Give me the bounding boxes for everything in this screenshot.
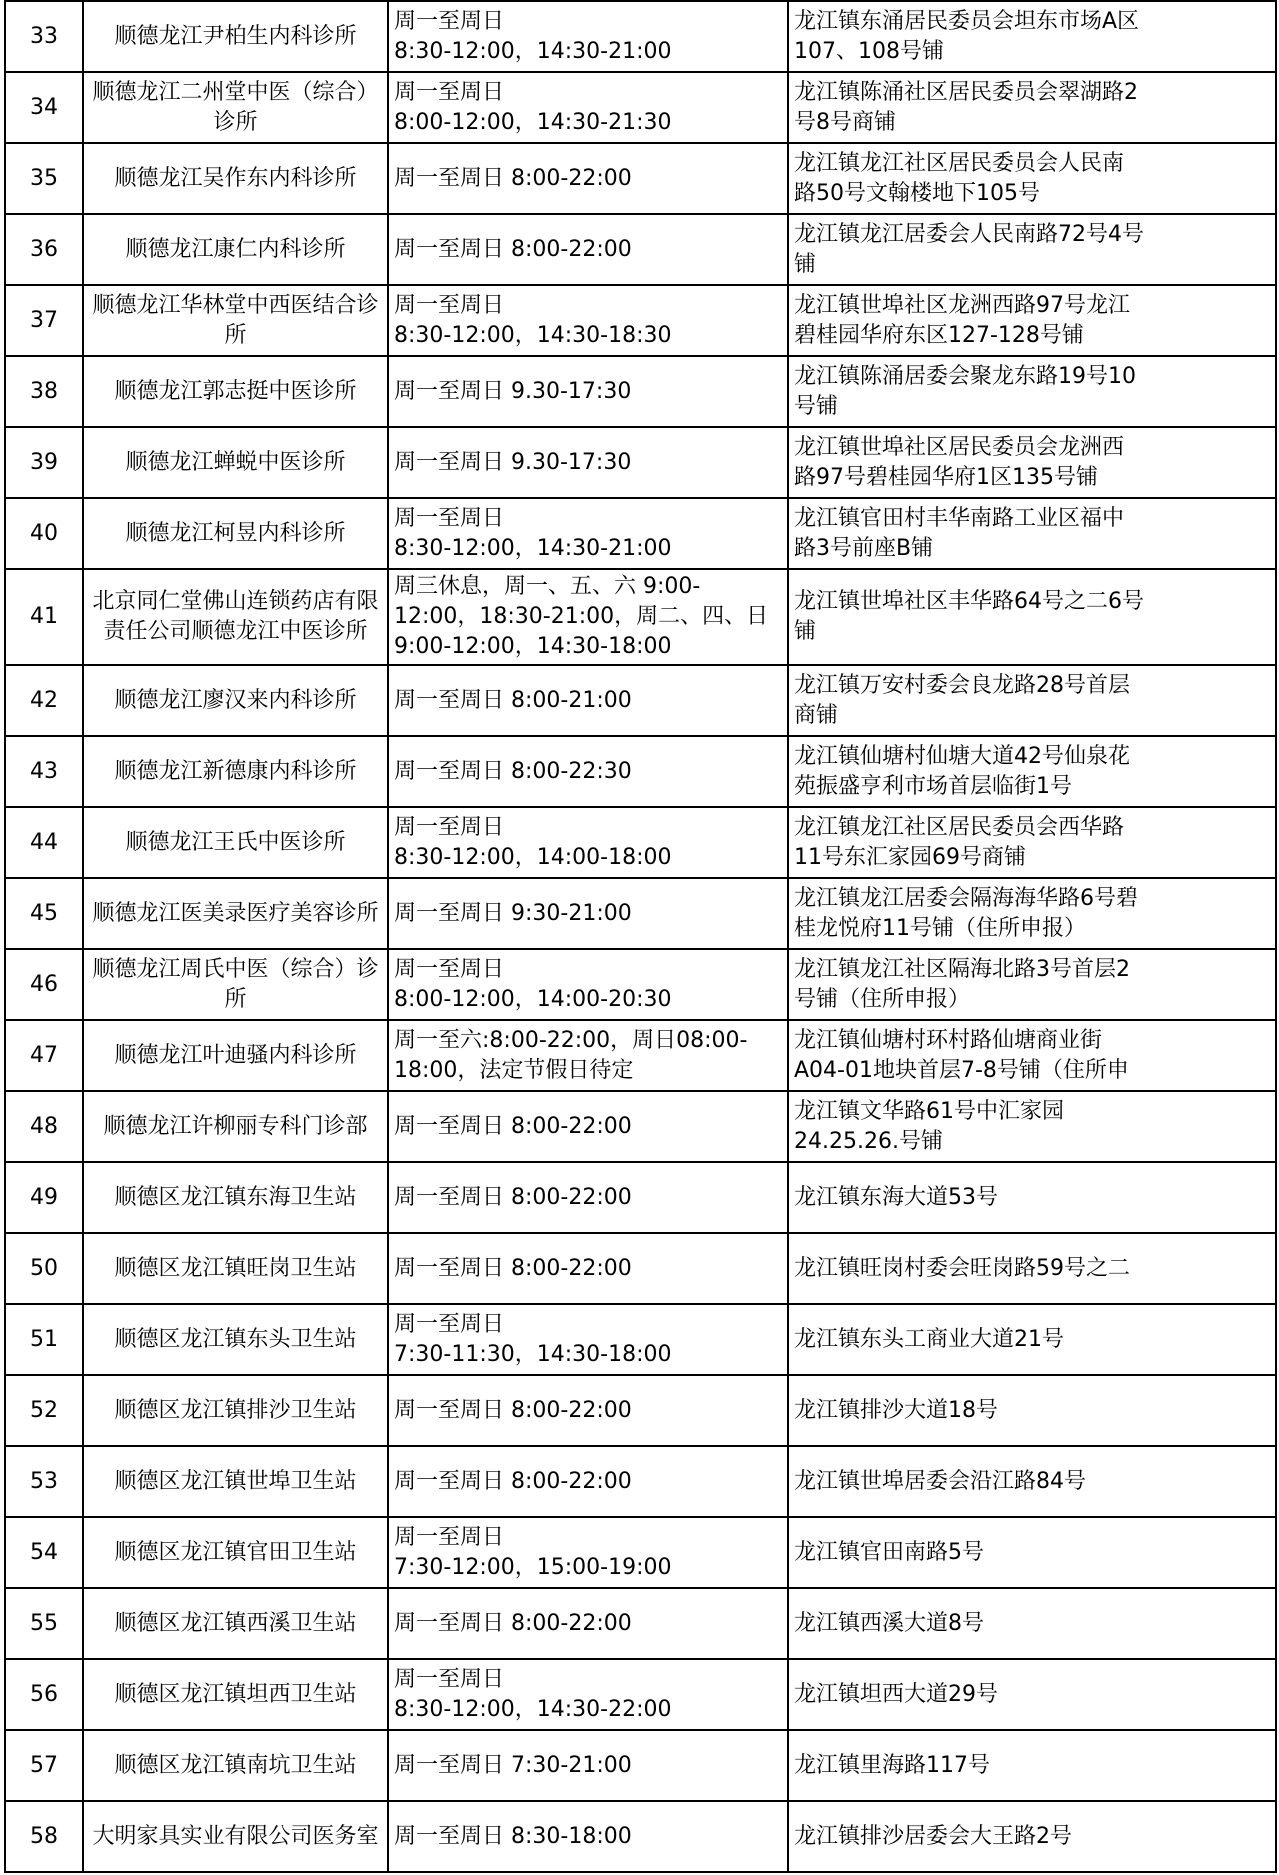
opening-hours-line: 周一至六:8:00-22:00，周日08:00- bbox=[394, 1027, 748, 1053]
opening-hours-line: 周一至周日 bbox=[394, 292, 505, 318]
clinic-address-line: 11号东汇家园69号商铺 bbox=[794, 844, 1026, 870]
clinic-address bbox=[788, 1233, 1276, 1304]
clinic-address-line: 107、108号铺 bbox=[794, 38, 944, 64]
clinic-address bbox=[788, 1517, 1276, 1588]
clinic-address-line: 24.25.26.号铺 bbox=[794, 1128, 943, 1154]
clinic-address-line: 龙江镇龙江社区居民委员会人民南 bbox=[794, 150, 1125, 176]
clinic-address-line: 碧桂园华府东区127-128号铺 bbox=[794, 322, 1084, 348]
opening-hours-line: 周一至周日 bbox=[394, 814, 505, 840]
opening-hours bbox=[388, 1659, 788, 1730]
opening-hours-line: 周一至周日 9.30-17:30 bbox=[394, 378, 632, 404]
clinic-address-line: 龙江镇旺岗村委会旺岗路59号之二 bbox=[794, 1255, 1130, 1281]
opening-hours-line: 7:30-12:00，15:00-19:00 bbox=[394, 1554, 672, 1580]
clinic-name: 顺德区龙江镇东海卫生站 bbox=[83, 1162, 388, 1233]
clinic-address-line: 龙江镇排沙大道18号 bbox=[794, 1397, 998, 1423]
opening-hours-line: 周一至周日 8:00-22:00 bbox=[394, 1397, 632, 1423]
clinic-name: 顺德龙江廖汉来内科诊所 bbox=[83, 665, 388, 736]
clinic-address-line: 龙江镇世埠居委会沿江路84号 bbox=[794, 1468, 1086, 1494]
clinic-address bbox=[788, 1020, 1276, 1091]
clinic-address bbox=[788, 1659, 1276, 1730]
clinic-address-line: 号8号商铺 bbox=[794, 109, 896, 135]
clinic-address-line: 苑振盛亨利市场首层临街1号 bbox=[794, 773, 1072, 799]
row-number: 57 bbox=[5, 1730, 83, 1801]
row-number: 47 bbox=[5, 1020, 83, 1091]
row-number: 45 bbox=[5, 878, 83, 949]
row-number: 49 bbox=[5, 1162, 83, 1233]
clinic-address bbox=[788, 143, 1276, 214]
opening-hours bbox=[388, 427, 788, 498]
clinic-address-line: 龙江镇东头工商业大道21号 bbox=[794, 1326, 1064, 1352]
clinic-address-line: 龙江镇世埠社区居民委员会龙洲西 bbox=[794, 434, 1125, 460]
opening-hours bbox=[388, 1517, 788, 1588]
row-number: 48 bbox=[5, 1091, 83, 1162]
table-row bbox=[5, 1659, 1276, 1730]
clinic-address-line: 龙江镇东海大道53号 bbox=[794, 1184, 998, 1210]
opening-hours-line: 周一至周日 8:30-18:00 bbox=[394, 1823, 632, 1849]
table-row bbox=[5, 1020, 1276, 1091]
clinic-address bbox=[788, 1446, 1276, 1517]
clinic-address-line: 龙江镇里海路117号 bbox=[794, 1752, 990, 1778]
row-number: 51 bbox=[5, 1304, 83, 1375]
opening-hours-line: 周一至周日 8:00-22:00 bbox=[394, 1255, 632, 1281]
clinic-address-line: 龙江镇西溪大道8号 bbox=[794, 1610, 984, 1636]
clinic-address-line: 龙江镇万安村委会良龙路28号首层 bbox=[794, 672, 1130, 698]
row-number: 33 bbox=[5, 1, 83, 72]
opening-hours-line: 18:00，法定节假日待定 bbox=[394, 1057, 634, 1083]
clinic-name: 顺德龙江吴作东内科诊所 bbox=[83, 143, 388, 214]
opening-hours-line: 周一至周日 8:00-22:00 bbox=[394, 236, 632, 262]
opening-hours bbox=[388, 1304, 788, 1375]
clinic-address-line: 龙江镇仙塘村仙塘大道42号仙泉花 bbox=[794, 743, 1130, 769]
opening-hours-line: 周一至周日 bbox=[394, 1524, 505, 1550]
table-row bbox=[5, 72, 1276, 143]
opening-hours-line: 周一至周日 8:00-22:00 bbox=[394, 1184, 632, 1210]
clinic-address-line: 龙江镇官田村丰华南路工业区福中 bbox=[794, 505, 1125, 531]
clinic-address-line: 龙江镇龙江居委会人民南路72号4号 bbox=[794, 221, 1144, 247]
clinic-address-line: A04-01地块首层7-8号铺（住所申 bbox=[794, 1057, 1129, 1083]
row-number: 54 bbox=[5, 1517, 83, 1588]
table-row bbox=[5, 1730, 1276, 1801]
row-number: 35 bbox=[5, 143, 83, 214]
clinic-name: 顺德区龙江镇排沙卫生站 bbox=[83, 1375, 388, 1446]
table-row bbox=[5, 878, 1276, 949]
table-row bbox=[5, 1304, 1276, 1375]
row-number: 34 bbox=[5, 72, 83, 143]
clinic-name: 顺德区龙江镇西溪卫生站 bbox=[83, 1588, 388, 1659]
table-row bbox=[5, 807, 1276, 878]
clinic-address bbox=[788, 1730, 1276, 1801]
clinic-name: 顺德龙江华林堂中西医结合诊所 bbox=[83, 285, 388, 356]
clinic-address-line: 龙江镇世埠社区龙洲西路97号龙江 bbox=[794, 292, 1130, 318]
table-row bbox=[5, 1446, 1276, 1517]
opening-hours bbox=[388, 1020, 788, 1091]
opening-hours bbox=[388, 143, 788, 214]
opening-hours-line: 周一至周日 8:00-21:00 bbox=[394, 687, 632, 713]
opening-hours-line: 8:30-12:00，14:30-21:00 bbox=[394, 535, 672, 561]
clinic-address-line: 龙江镇龙江社区隔海北路3号首层2 bbox=[794, 956, 1130, 982]
clinic-address-line: 号铺 bbox=[794, 393, 839, 419]
opening-hours bbox=[388, 1375, 788, 1446]
row-number: 42 bbox=[5, 665, 83, 736]
opening-hours-line: 8:30-12:00，14:00-18:00 bbox=[394, 844, 672, 870]
clinic-name: 顺德龙江柯昱内科诊所 bbox=[83, 498, 388, 569]
clinic-name: 顺德龙江尹柏生内科诊所 bbox=[83, 1, 388, 72]
clinic-name: 大明家具实业有限公司医务室 bbox=[83, 1801, 388, 1872]
opening-hours bbox=[388, 1801, 788, 1872]
clinic-table-body bbox=[5, 1, 1276, 1872]
table-row bbox=[5, 1588, 1276, 1659]
opening-hours bbox=[388, 665, 788, 736]
clinic-address-line: 路97号碧桂园华府1区135号铺 bbox=[794, 464, 1098, 490]
clinic-name: 北京同仁堂佛山连锁药店有限责任公司顺德龙江中医诊所 bbox=[83, 569, 388, 665]
opening-hours-line: 周一至周日 bbox=[394, 956, 505, 982]
table-row bbox=[5, 214, 1276, 285]
opening-hours bbox=[388, 878, 788, 949]
clinic-address-line: 路3号前座B铺 bbox=[794, 535, 934, 561]
clinic-address-line: 龙江镇东涌居民委员会坦东市场A区 bbox=[794, 8, 1140, 34]
clinic-name: 顺德龙江叶迪骚内科诊所 bbox=[83, 1020, 388, 1091]
row-number: 58 bbox=[5, 1801, 83, 1872]
table-row bbox=[5, 1091, 1276, 1162]
opening-hours-line: 周一至周日 8:00-22:00 bbox=[394, 165, 632, 191]
opening-hours bbox=[388, 1730, 788, 1801]
clinic-address-line: 龙江镇陈涌居委会聚龙东路19号10 bbox=[794, 363, 1136, 389]
opening-hours bbox=[388, 1, 788, 72]
clinic-name: 顺德区龙江镇东头卫生站 bbox=[83, 1304, 388, 1375]
clinic-name: 顺德龙江蝉蜕中医诊所 bbox=[83, 427, 388, 498]
clinic-address-line: 龙江镇陈涌社区居民委员会翠湖路2 bbox=[794, 79, 1138, 105]
clinic-address-line: 号铺（住所申报） bbox=[794, 986, 971, 1012]
clinic-address bbox=[788, 1375, 1276, 1446]
table-row bbox=[5, 285, 1276, 356]
opening-hours bbox=[388, 1162, 788, 1233]
clinic-name: 顺德龙江医美录医疗美容诊所 bbox=[83, 878, 388, 949]
opening-hours bbox=[388, 1446, 788, 1517]
opening-hours-line: 周一至周日 9.30-17:30 bbox=[394, 449, 632, 475]
opening-hours-line: 周一至周日 7:30-21:00 bbox=[394, 1752, 632, 1778]
opening-hours bbox=[388, 807, 788, 878]
clinic-name: 顺德龙江周氏中医（综合）诊所 bbox=[83, 949, 388, 1020]
clinic-address bbox=[788, 1588, 1276, 1659]
clinic-address bbox=[788, 498, 1276, 569]
opening-hours bbox=[388, 949, 788, 1020]
opening-hours-line: 8:30-12:00，14:30-21:00 bbox=[394, 38, 672, 64]
clinic-address bbox=[788, 72, 1276, 143]
clinic-name: 顺德区龙江镇旺岗卫生站 bbox=[83, 1233, 388, 1304]
clinic-address-line: 龙江镇坦西大道29号 bbox=[794, 1681, 998, 1707]
row-number: 36 bbox=[5, 214, 83, 285]
opening-hours-line: 8:30-12:00，14:30-22:00 bbox=[394, 1696, 672, 1722]
clinic-address bbox=[788, 569, 1276, 665]
clinic-address bbox=[788, 1, 1276, 72]
table-row bbox=[5, 1233, 1276, 1304]
opening-hours bbox=[388, 1588, 788, 1659]
row-number: 39 bbox=[5, 427, 83, 498]
row-number: 46 bbox=[5, 949, 83, 1020]
table-row bbox=[5, 1801, 1276, 1872]
clinic-name: 顺德区龙江镇南坑卫生站 bbox=[83, 1730, 388, 1801]
row-number: 40 bbox=[5, 498, 83, 569]
opening-hours-line: 7:30-11:30，14:30-18:00 bbox=[394, 1341, 672, 1367]
opening-hours-line: 8:30-12:00，14:30-18:30 bbox=[394, 322, 672, 348]
opening-hours-line: 周一至周日 8:00-22:00 bbox=[394, 1468, 632, 1494]
row-number: 43 bbox=[5, 736, 83, 807]
opening-hours bbox=[388, 498, 788, 569]
clinic-address bbox=[788, 356, 1276, 427]
clinic-address bbox=[788, 665, 1276, 736]
clinic-address-line: 铺 bbox=[794, 251, 817, 277]
clinic-name: 顺德龙江王氏中医诊所 bbox=[83, 807, 388, 878]
clinic-name: 顺德区龙江镇官田卫生站 bbox=[83, 1517, 388, 1588]
opening-hours-line: 12:00，18:30-21:00，周二、四、日 bbox=[394, 604, 769, 629]
clinic-name: 顺德区龙江镇坦西卫生站 bbox=[83, 1659, 388, 1730]
clinic-address-line: 龙江镇官田南路5号 bbox=[794, 1539, 984, 1565]
opening-hours-line: 周一至周日 bbox=[394, 79, 505, 105]
clinic-address-line: 龙江镇世埠社区丰华路64号之二6号 bbox=[794, 589, 1144, 614]
clinic-name: 顺德龙江二州堂中医（综合）诊所 bbox=[83, 72, 388, 143]
clinic-address-line: 龙江镇排沙居委会大王路2号 bbox=[794, 1823, 1072, 1849]
clinic-address bbox=[788, 949, 1276, 1020]
clinic-address bbox=[788, 1162, 1276, 1233]
opening-hours bbox=[388, 1091, 788, 1162]
clinic-address bbox=[788, 1801, 1276, 1872]
opening-hours-line: 周一至周日 9:30-21:00 bbox=[394, 900, 632, 926]
opening-hours bbox=[388, 72, 788, 143]
table-row bbox=[5, 498, 1276, 569]
clinic-address-line: 商铺 bbox=[794, 702, 839, 728]
clinic-address-line: 龙江镇龙江社区居民委员会西华路 bbox=[794, 814, 1125, 840]
clinic-name: 顺德龙江郭志挺中医诊所 bbox=[83, 356, 388, 427]
clinic-address bbox=[788, 1091, 1276, 1162]
opening-hours-line: 周三休息，周一、五、六 9:00- bbox=[394, 574, 701, 599]
opening-hours-line: 周一至周日 bbox=[394, 1666, 505, 1692]
row-number: 53 bbox=[5, 1446, 83, 1517]
opening-hours-line: 周一至周日 8:00-22:00 bbox=[394, 1113, 632, 1139]
row-number: 52 bbox=[5, 1375, 83, 1446]
clinic-address bbox=[788, 214, 1276, 285]
table-row bbox=[5, 143, 1276, 214]
opening-hours-line: 周一至周日 8:00-22:30 bbox=[394, 758, 632, 784]
clinic-name: 顺德龙江康仁内科诊所 bbox=[83, 214, 388, 285]
table-row bbox=[5, 356, 1276, 427]
clinic-address-line: 龙江镇仙塘村环村路仙塘商业街 bbox=[794, 1027, 1103, 1053]
row-number: 38 bbox=[5, 356, 83, 427]
row-number: 41 bbox=[5, 569, 83, 665]
opening-hours bbox=[388, 1233, 788, 1304]
clinic-address bbox=[788, 285, 1276, 356]
clinic-name: 顺德龙江新德康内科诊所 bbox=[83, 736, 388, 807]
row-number: 37 bbox=[5, 285, 83, 356]
table-row bbox=[5, 665, 1276, 736]
table-row bbox=[5, 569, 1276, 665]
row-number: 56 bbox=[5, 1659, 83, 1730]
opening-hours-line: 周一至周日 bbox=[394, 1311, 505, 1337]
clinic-address-line: 铺 bbox=[794, 619, 817, 644]
opening-hours bbox=[388, 285, 788, 356]
opening-hours-line: 8:00-12:00，14:30-21:30 bbox=[394, 109, 672, 135]
opening-hours-line: 8:00-12:00，14:00-20:30 bbox=[394, 986, 672, 1012]
opening-hours-line: 周一至周日 bbox=[394, 505, 505, 531]
row-number: 50 bbox=[5, 1233, 83, 1304]
table-row bbox=[5, 949, 1276, 1020]
row-number: 55 bbox=[5, 1588, 83, 1659]
clinic-address bbox=[788, 1304, 1276, 1375]
clinic-table bbox=[4, 0, 1277, 1873]
clinic-address bbox=[788, 427, 1276, 498]
clinic-address bbox=[788, 736, 1276, 807]
clinic-name: 顺德龙江许柳丽专科门诊部 bbox=[83, 1091, 388, 1162]
opening-hours bbox=[388, 569, 788, 665]
clinic-address-line: 桂龙悦府11号铺（住所申报） bbox=[794, 915, 1086, 941]
clinic-address-line: 龙江镇龙江居委会隔海海华路6号碧 bbox=[794, 885, 1138, 911]
clinic-address-line: 路50号文翰楼地下105号 bbox=[794, 180, 1040, 206]
clinic-address-line: 龙江镇文华路61号中汇家园 bbox=[794, 1098, 1064, 1124]
table-row bbox=[5, 427, 1276, 498]
opening-hours bbox=[388, 736, 788, 807]
row-number: 44 bbox=[5, 807, 83, 878]
clinic-address bbox=[788, 807, 1276, 878]
opening-hours-line: 周一至周日 8:00-22:00 bbox=[394, 1610, 632, 1636]
opening-hours-line: 9:00-12:00，14:30-18:00 bbox=[394, 634, 672, 659]
opening-hours bbox=[388, 214, 788, 285]
clinic-name: 顺德区龙江镇世埠卫生站 bbox=[83, 1446, 388, 1517]
table-row bbox=[5, 1, 1276, 72]
clinic-address bbox=[788, 878, 1276, 949]
table-row bbox=[5, 1375, 1276, 1446]
table-row bbox=[5, 1162, 1276, 1233]
table-row bbox=[5, 1517, 1276, 1588]
opening-hours-line: 周一至周日 bbox=[394, 8, 505, 34]
table-row bbox=[5, 736, 1276, 807]
opening-hours bbox=[388, 356, 788, 427]
